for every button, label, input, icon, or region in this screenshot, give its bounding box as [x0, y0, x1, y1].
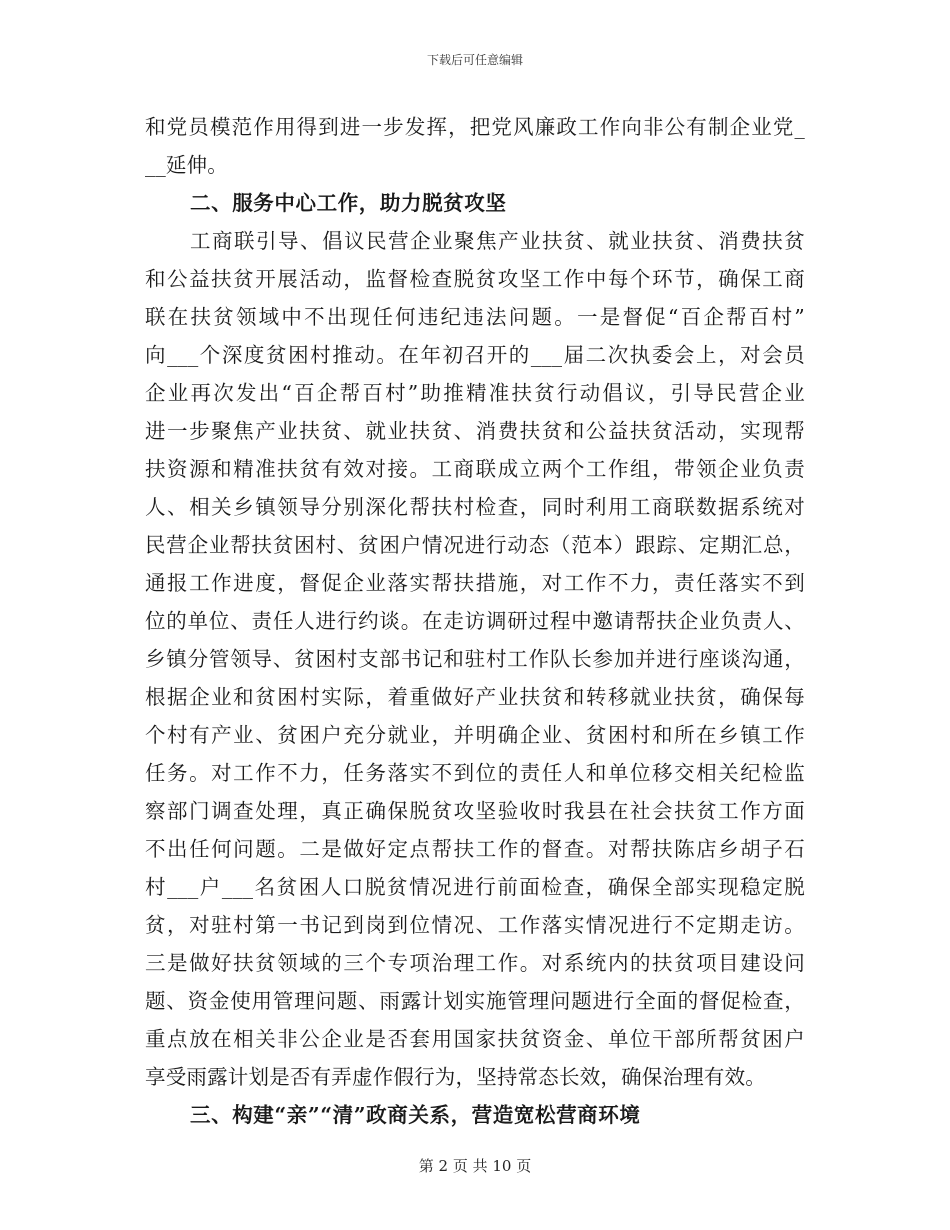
section-heading-2: 二、服务中心工作，助力脱贫攻坚: [190, 191, 507, 215]
text-line: 享受雨露计划是否有弄虚作假行为，坚持常态长效，确保治理有效。: [145, 1065, 766, 1089]
text-line: __延伸。: [145, 153, 228, 177]
text-line: 企业再次发出“百企帮百村”助推精准扶贫行动倡议，引导民营企业: [145, 381, 805, 405]
paragraph-poverty-alleviation: [145, 222, 805, 1096]
paragraph-continuation: [145, 108, 805, 184]
text-line: 向___个深度贫困村推动。在年初召开的___届二次执委会上，对会员: [145, 343, 805, 367]
page-number: 第 2 页 共 10 页: [418, 1157, 532, 1175]
page-header-note: 下载后可任意编辑: [426, 53, 523, 67]
text-line: 题、资金使用管理问题、雨露计划实施管理问题进行全面的督促检查，: [145, 989, 805, 1013]
text-line: 扶资源和精准扶贫有效对接。工商联成立两个工作组，带领企业负责: [145, 457, 805, 481]
text-line: 通报工作进度，督促企业落实帮扶措施，对工作不力，责任落实不到: [145, 571, 805, 595]
text-line: 进一步聚焦产业扶贫、就业扶贫、消费扶贫和公益扶贫活动，实现帮: [145, 419, 805, 443]
text-line: 重点放在相关非公企业是否套用国家扶贫资金、单位干部所帮贫困户: [145, 1027, 805, 1051]
text-line: 任务。对工作不力，任务落实不到位的责任人和单位移交相关纪检监: [145, 761, 805, 785]
text-line: 察部门调查处理，真正确保脱贫攻坚验收时我县在社会扶贫工作方面: [145, 799, 805, 823]
text-line: 贫，对驻村第一书记到岗到位情况、工作落实情况进行不定期走访。: [145, 913, 805, 937]
text-line: 民营企业帮扶贫困村、贫困户情况进行动态（范本）跟踪、定期汇总，: [145, 533, 805, 557]
text-line: 联在扶贫领域中不出现任何违纪违法问题。一是督促“百企帮百村”: [145, 305, 805, 329]
text-line: 和党员模范作用得到进一步发挥，把党风廉政工作向非公有制企业党_: [145, 115, 805, 139]
text-line: 三是做好扶贫领域的三个专项治理工作。对系统内的扶贫项目建设问: [145, 951, 805, 975]
text-line: 和公益扶贫开展活动，监督检查脱贫攻坚工作中每个环节，确保工商: [145, 267, 805, 291]
document-body: [145, 108, 805, 1134]
text-line: 位的单位、责任人进行约谈。在走访调研过程中邀请帮扶企业负责人、: [145, 609, 805, 633]
text-line: 个村有产业、贫困户充分就业，并明确企业、贫困村和所在乡镇工作: [145, 723, 805, 747]
text-line: 人、相关乡镇领导分别深化帮扶村检查，同时利用工商联数据系统对: [145, 495, 805, 519]
text-line: 工商联引导、倡议民营企业聚焦产业扶贫、就业扶贫、消费扶贫: [190, 229, 805, 253]
section-heading-3: 三、构建“亲”“清”政商关系，营造宽松营商环境: [190, 1103, 641, 1127]
text-line: 根据企业和贫困村实际，着重做好产业扶贫和转移就业扶贫，确保每: [145, 685, 805, 709]
text-line: 乡镇分管领导、贫困村支部书记和驻村工作队长参加并进行座谈沟通，: [145, 647, 805, 671]
text-line: 不出任何问题。二是做好定点帮扶工作的督查。对帮扶陈店乡胡子石: [145, 837, 805, 861]
text-line: 村___户___名贫困人口脱贫情况进行前面检查，确保全部实现稳定脱: [145, 875, 805, 899]
